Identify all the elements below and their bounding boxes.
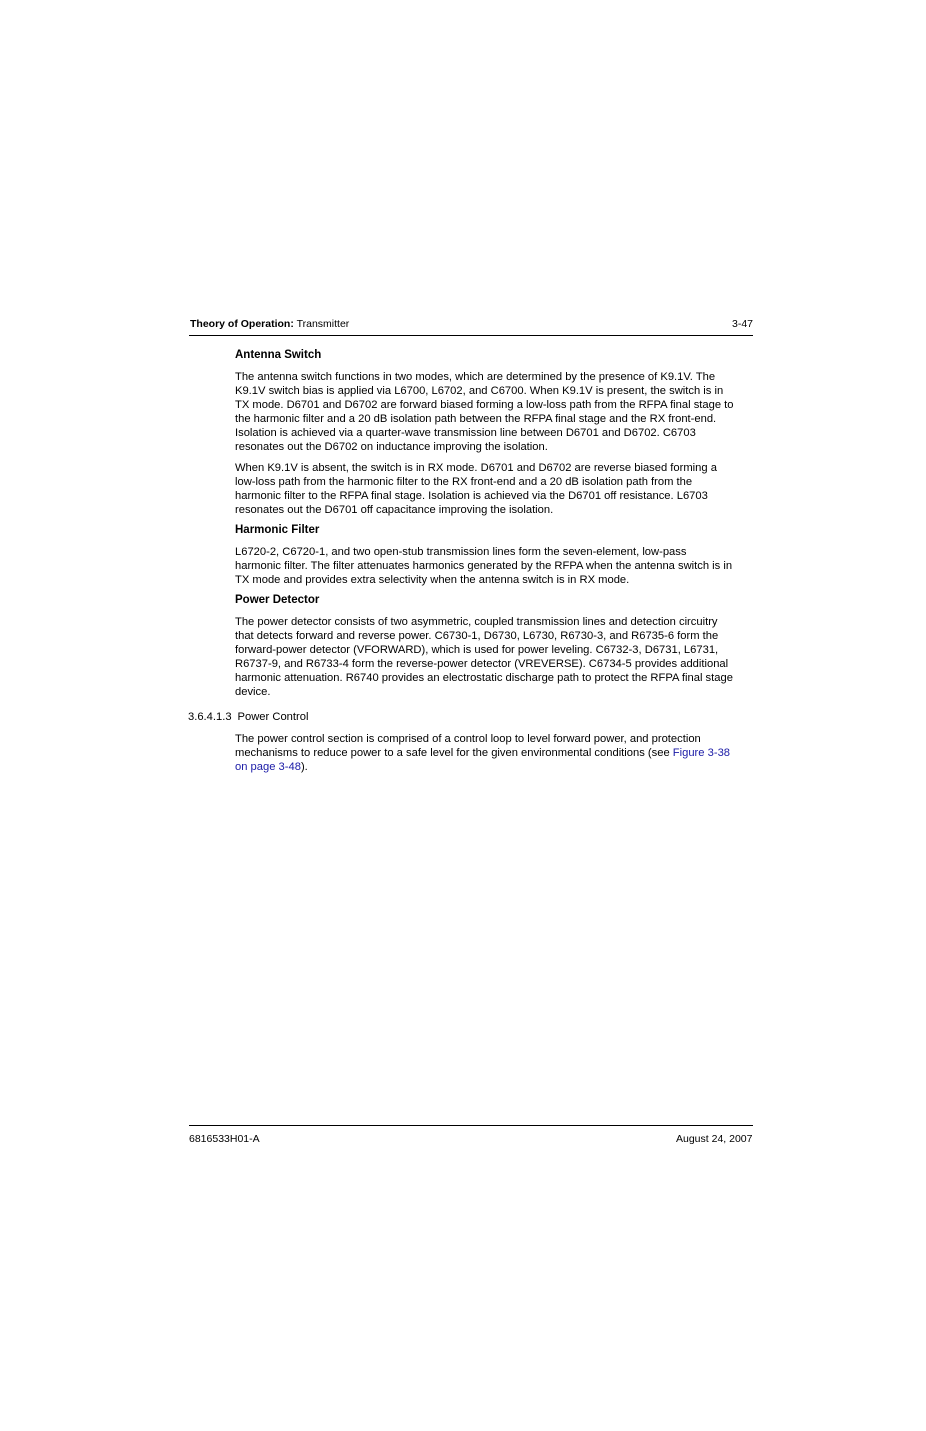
text-line: harmonic filter. The filter attenuates harmonics generated by the RFPA when the antenna switch is in	[235, 560, 733, 573]
figure-3-38-link[interactable]: Figure 3-38	[672, 747, 731, 760]
text-fragment: mechanisms to reduce power to a safe level for the given environmental conditions (see	[235, 747, 673, 760]
antenna-switch-paragraph-1	[235, 370, 753, 454]
text-line: L6720-2, C6720-1, and two open-stub transmission lines form the seven-element, low-pass	[235, 546, 687, 558]
text-line: forward-power detector (VFORWARD), which is used for power leveling. C6732-3, D6731, L6731,	[235, 644, 719, 657]
text-line	[235, 746, 753, 760]
page-header	[189, 316, 753, 336]
text-line: When K9.1V is absent, the switch is in RX mode. D6701 and D6702 are reverse biased forming a	[235, 462, 717, 474]
footer-doc-number: 6816533H01-A	[189, 1133, 260, 1145]
antenna-switch-heading: Antenna Switch	[235, 349, 322, 361]
page-3-48-link[interactable]: on page 3-48	[235, 761, 301, 774]
text-line: resonates out the D6702 on inductance improving the isolation.	[235, 441, 548, 454]
footer-date: August 24, 2007	[676, 1133, 753, 1145]
header-rule	[189, 335, 753, 336]
text-line: that detects forward and reverse power. C6730-1, D6730, L6730, R6730-3, and R6735-6 form the	[235, 630, 719, 643]
text-line: TX mode. D6701 and D6702 are forward biased forming a low-loss path from the RFPA final stage to	[235, 399, 734, 412]
header-section	[190, 318, 349, 330]
text-line: harmonic attenuation. R6740 provides an electrostatic discharge path to protect the RFPA final stage	[235, 672, 733, 685]
text-line: K9.1V switch bias is applied via L6700, L6702, and C6700. When K9.1V is present, the switch is in	[235, 385, 724, 398]
header-page-number: 3-47	[731, 318, 753, 330]
text-line	[235, 760, 753, 774]
text-line: device.	[235, 686, 271, 699]
text-line: Isolation is achieved via a quarter-wave transmission line between D6701 and D6702. C6703	[235, 427, 696, 440]
text-line: harmonic filter to the RFPA final stage. Isolation is achieved via the D6701 off resistance. L6703	[235, 490, 708, 503]
subsection-title: Power Control	[237, 711, 309, 723]
harmonic-filter-heading: Harmonic Filter	[235, 524, 320, 536]
power-control-subsection-heading	[188, 711, 308, 723]
text-line: the harmonic filter and a 20 dB isolation path between the RFPA final stage and the RX front-end.	[235, 413, 717, 426]
footer-rule	[189, 1125, 753, 1126]
text-fragment: ).	[300, 761, 308, 774]
text-line: The power control section is comprised of a control loop to level forward power, and protection	[235, 733, 701, 745]
header-section-title: Transmitter	[296, 318, 350, 330]
text-line: TX mode and provides extra selectivity when the antenna switch is in RX mode.	[235, 574, 630, 587]
text-line: low-loss path from the harmonic filter to the RX front-end and a 20 dB isolation path from the	[235, 476, 693, 489]
header-section-bold: Theory of Operation:	[190, 318, 294, 330]
text-line: The antenna switch functions in two modes, which are determined by the presence of K9.1V. The	[235, 371, 716, 383]
text-line: The power detector consists of two asymmetric, coupled transmission lines and detection circuitry	[235, 616, 718, 628]
subsection-number: 3.6.4.1.3	[188, 711, 232, 723]
antenna-switch-paragraph-2	[235, 461, 753, 517]
text-line: R6737-9, and R6733-4 form the reverse-power detector (VREVERSE). C6734-5 provides additional	[235, 658, 729, 671]
power-detector-heading: Power Detector	[235, 594, 320, 606]
text-line: resonates out the D6701 off capacitance improving the isolation.	[235, 504, 554, 517]
harmonic-filter-paragraph	[235, 545, 753, 587]
power-detector-paragraph	[235, 615, 753, 699]
power-control-paragraph	[235, 732, 753, 774]
